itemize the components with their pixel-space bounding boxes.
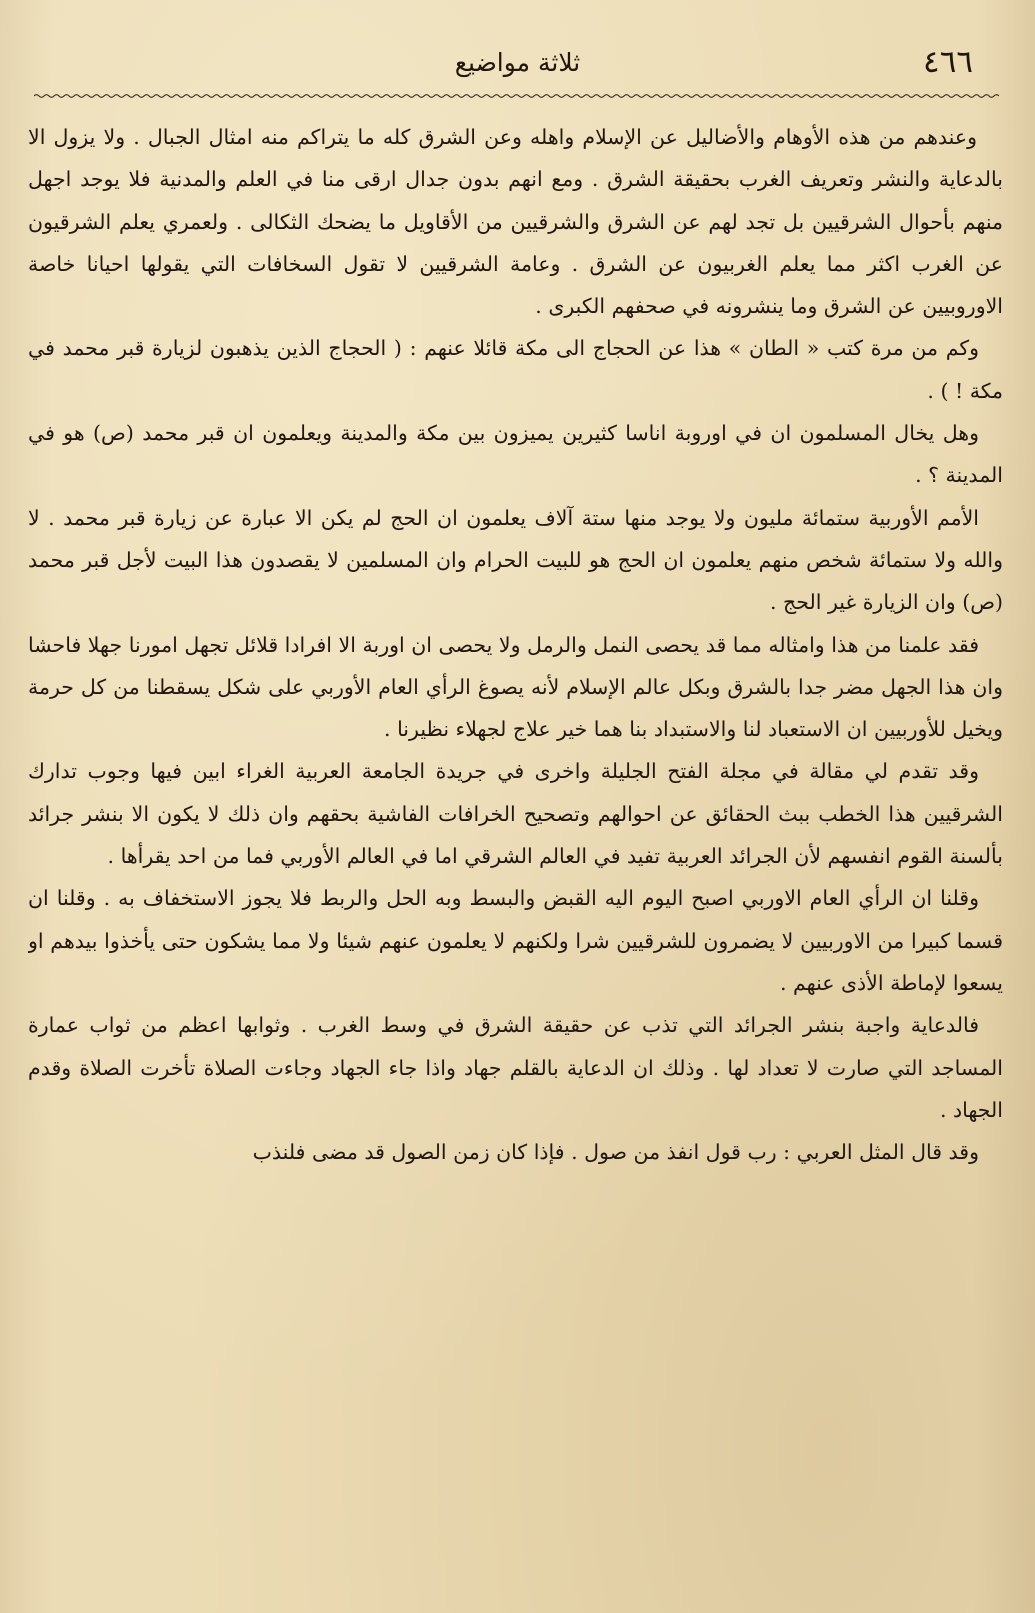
paragraph-8: فالدعاية واجبة بنشر الجرائد التي تذب عن حقيقة الشرق في وسط الغرب . وثوابها اعظم من ثواب عمارة المساجد التي صارت لا تعداد لها . وذلك ان الدعاية بالقلم جهاد واذا جاء الجهاد وجاءت الصلاة تأخرت الصلاة وقدم الجهاد . (28, 1013, 1003, 1122)
header-wavy-rule (34, 90, 999, 102)
paragraph-6: وقد تقدم لي مقالة في مجلة الفتح الجليلة واخرى في جريدة الجامعة العربية الغراء ابين فيها وجوب تدارك الشرقيين هذا الخطب ببث الحقائق عن احوالهم وتصحيح الخرافات الفاشية بحقهم وان ذلك لا يكون الا بنشر جرائد بألسنة القوم انفسهم لأن الجرائد العربية تفيد في العالم الشرقي اما في العالم الأوربي فما من احد يقرأها . (28, 759, 1003, 869)
paragraph-7: وقلنا ان الرأي العام الاوربي اصبح اليوم اليه القبض والبسط وبه الحل والربط فلا يجوز الاستخفاف به . وقلنا ان قسما كبيرا من الاوربيين لا يضمرون للشرقيين شرا ولكنهم لا يعلمون عنهم شيئا ولا مما يشكون حتى يأخذوا بيدهم او يسعوا لإماطة الأذى عنهم . (28, 886, 1003, 995)
paragraph-5: فقد علمنا من هذا وامثاله مما قد يحصى النمل والرمل ولا يحصى ان اوربة الا افرادا قلائل تجهل امورنا جهلا فاحشا وان هذا الجهل مضر جدا بالشرق وبكل عالم الإسلام لأنه يصوغ الرأي العام الأوربي على شكل يسقطنا من كل حرمة ويخيل للأوربيين ان الاستعباد لنا والاستبداد بنا هما خير علاج لجهلاء نظيرنا . (28, 632, 1003, 742)
running-title: ثلاثة مواضيع (454, 48, 581, 77)
body-text (28, 116, 1003, 1586)
page-header (40, 36, 995, 80)
paragraph-2: وكم من مرة كتب « الطان » هذا عن الحجاج الى مكة قائلا عنهم : ( الحجاج الذين يذهبون لزيارة قبر محمد في مكة ! ) . (28, 336, 1003, 403)
paragraph-4: الأمم الأوربية ستمائة مليون ولا يوجد منها ستة آلاف يعلمون ان الحج لم يكن الا عبارة عن زيارة قبر محمد . لا والله ولا ستمائة شخص منهم يعلمون ان الحج هو للبيت الحرام وان المسلمين لا يقصدون هذا البيت لأجل قبر محمد (ص) وان الزيارة غير الحج . (28, 505, 1003, 615)
page-number: ٤٦٦ (923, 44, 973, 80)
paragraph-9: وقد قال المثل العربي : رب قول انفذ من صول . فإذا كان زمن الصول قد مضى فلنذب (252, 1140, 979, 1165)
paragraph-1: وعندهم من هذه الأوهام والأضاليل عن الإسلام واهله وعن الشرق كله ما يتراكم منه امثال الجبال . ولا يزول الا بالدعاية والنشر وتعريف الغرب بحقيقة الشرق . ومع انهم بدون جدال ارقى منا في العلم والمدنية فلا يوجد اجهل منهم بأحوال الشرقيين بل تجد لهم عن الشرق والشرقيين من الأقاويل ما يضحك الثكالى . ولعمري يعلم الشرقيون عن الغرب اكثر مما يعلم الغربيون عن الشرق . وعامة الشرقيين لا تقول السخافات التي يقولها احيانا خاصة الاوروبيين عن الشرق وما ينشرونه في صحفهم الكبرى . (28, 125, 1003, 319)
paragraph-3: وهل يخال المسلمون ان في اوروبة اناسا كثيرين يميزون بين مكة والمدينة ويعلمون ان قبر محمد (ص) هو في المدينة ؟ . (28, 421, 1003, 488)
